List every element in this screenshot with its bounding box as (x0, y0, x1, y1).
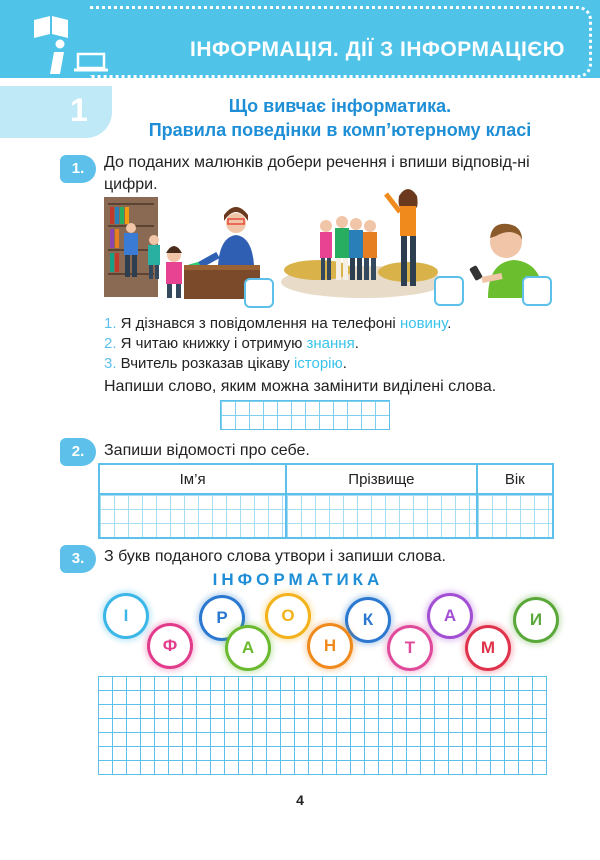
lesson-number: 1 (70, 92, 88, 128)
sentence-3-text: Вчитель розказав цікаву (116, 355, 294, 372)
letter-bubble (310, 626, 350, 666)
task-3-badge: 3. (60, 545, 96, 573)
task-1-instruction: Напиши слово, яким можна замінити виділені слова. (104, 378, 497, 395)
sentence-3-end: . (342, 355, 347, 372)
column-header-surname: Прізвище (286, 464, 476, 494)
surname-field[interactable] (286, 494, 476, 538)
answer-box-picture-1[interactable] (244, 278, 274, 308)
letter: К (362, 610, 374, 629)
letter: І (123, 606, 129, 625)
sentence-3 (104, 354, 451, 374)
tour-group-illustration (278, 182, 448, 305)
page-number: 4 (296, 792, 304, 808)
sentence-2-end: . (354, 335, 359, 352)
letter-bubble (348, 600, 388, 640)
letter-bubble (106, 596, 146, 636)
sentence-1-highlight: новину (399, 315, 448, 332)
letter-bubble (430, 596, 470, 636)
letter: Р (216, 608, 228, 627)
sentence-1-end: . (447, 315, 452, 332)
source-word: ІНФОРМАТИКА (212, 570, 384, 589)
book-i-laptop-icon (30, 12, 110, 79)
chapter-title: ІНФОРМАЦІЯ. ДІЇ З ІНФОРМАЦІЄЮ (190, 38, 565, 61)
personal-info-table (98, 463, 554, 539)
sentence-2 (104, 334, 451, 354)
sentence-1-text: Я дізнався з повідомлення на телефоні (116, 315, 400, 332)
answer-box-picture-2[interactable] (434, 276, 464, 306)
letter-bubble (228, 628, 268, 668)
sentence-3-highlight: історію (293, 355, 343, 372)
letter-bubble (268, 596, 308, 636)
letter: Н (323, 636, 337, 655)
task-3-text: З букв поданого слова утвори і запиши слова. (104, 548, 446, 565)
task-2-badge: 2. (60, 438, 96, 466)
word-answer-grid[interactable] (220, 400, 390, 430)
words-writing-grid[interactable] (98, 676, 547, 775)
letter-bubble (468, 628, 508, 668)
letter: О (281, 606, 295, 625)
answer-box-picture-3[interactable] (522, 276, 552, 306)
lesson-title-line1: Що вивчає інформатика. (228, 96, 452, 116)
lesson-title-line2: Правила поведінки в комп’ютерному класі (148, 120, 532, 140)
sentence-1-number: 1. (104, 315, 117, 332)
letter: Т (404, 638, 416, 657)
task-1-badge: 1. (60, 155, 96, 183)
letter: И (529, 610, 543, 629)
chapter-header (0, 0, 600, 78)
letter: А (241, 638, 255, 657)
letter: А (443, 606, 457, 625)
lesson-title (120, 94, 560, 142)
letter-bubble (390, 628, 430, 668)
letter-bubble (150, 626, 190, 666)
column-header-name: Ім’я (99, 464, 286, 494)
library-illustration (104, 195, 264, 310)
sentence-list (104, 314, 451, 374)
letter-bubble (516, 600, 556, 640)
sentence-2-number: 2. (104, 335, 117, 352)
task-1-text: До поданих малюнків добери речення і впиши відповід-ні цифри. (104, 154, 530, 193)
age-field[interactable] (477, 494, 553, 538)
sentence-1 (104, 314, 451, 334)
sentence-2-highlight: знання (306, 335, 355, 352)
lesson-number-tab (0, 86, 112, 138)
letter: М (480, 638, 496, 657)
sentence-2-text: Я читаю книжку і отримую (116, 335, 307, 352)
name-field[interactable] (99, 494, 286, 538)
letter: Ф (162, 636, 178, 655)
sentence-3-number: 3. (104, 355, 117, 372)
task-2-text: Запиши відомості про себе. (104, 442, 310, 459)
column-header-age: Вік (477, 464, 553, 494)
